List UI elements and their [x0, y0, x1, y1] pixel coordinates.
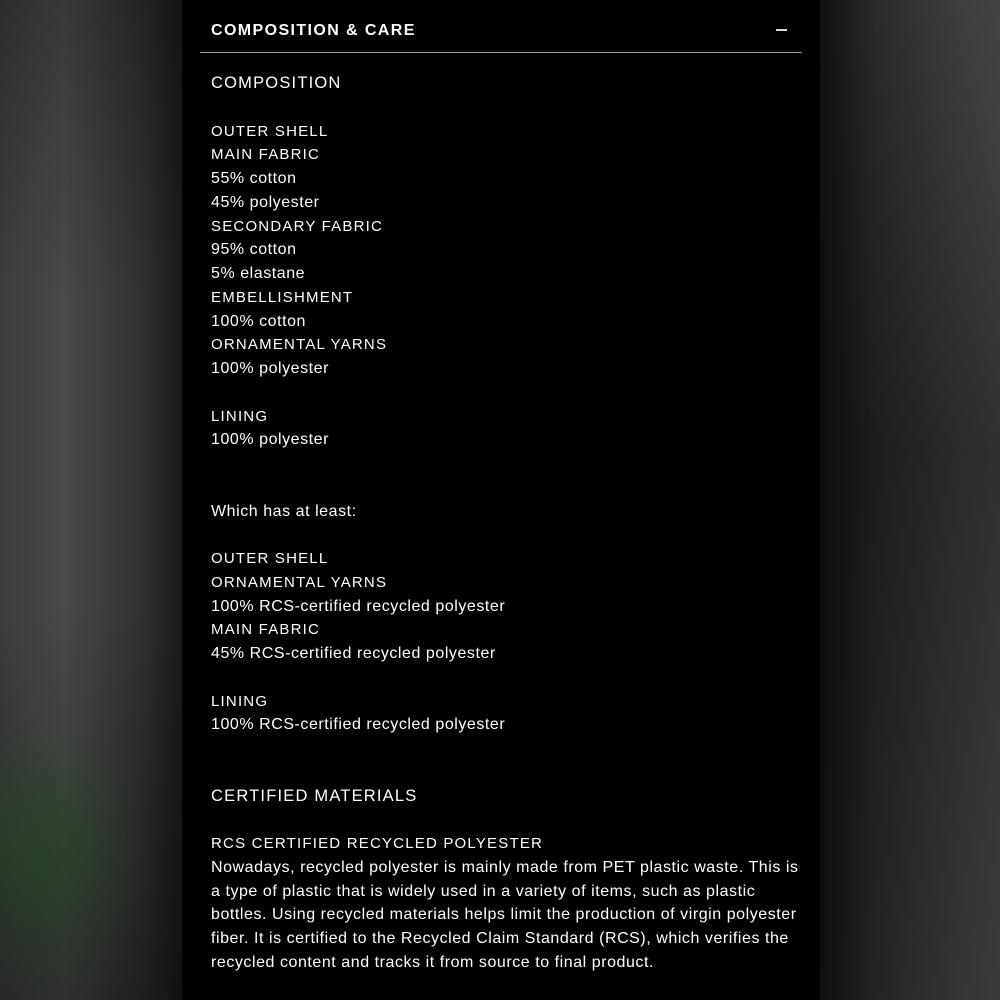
at-least-intro: Which has at least:	[211, 502, 357, 520]
rcs-description: Nowadays, recycled polyester is mainly made from PET plastic waste. This is a type of plastic that is widely used in a variety of items, such as plastic bottles. Using recycled materials helps limit the production of virgin polyester fiber. It is certified to the Recycled Claim Standard (RCS), which verifies the recycled content and tracks it from source to final product.	[211, 858, 799, 971]
embellishment-label: EMBELLISHMENT	[211, 288, 354, 306]
spacer	[211, 666, 801, 690]
outer-shell-label: OUTER SHELL	[211, 122, 329, 140]
lining-label: LINING	[211, 407, 269, 425]
at-least-main-fabric-label: MAIN FABRIC	[211, 621, 321, 639]
spacer	[211, 452, 801, 500]
composition-care-content	[211, 72, 801, 974]
certified-materials-title: CERTIFIED MATERIALS	[211, 786, 418, 805]
accordion-title: COMPOSITION & CARE	[211, 22, 416, 39]
secondary-fabric-elastane: 5% elastane	[211, 265, 306, 282]
main-fabric-cotton: 55% cotton	[211, 170, 297, 187]
secondary-fabric-label: SECONDARY FABRIC	[211, 217, 384, 235]
background-left	[0, 0, 182, 1000]
spacer	[211, 523, 801, 547]
background-right	[820, 0, 1000, 1000]
at-least-main-fabric-value: 45% RCS-certified recycled polyester	[211, 645, 496, 662]
spacer	[211, 96, 801, 120]
minus-icon[interactable]	[776, 29, 787, 31]
composition-title: COMPOSITION	[211, 74, 342, 92]
at-least-ornamental-yarns-value: 100% RCS-certified recycled polyester	[211, 597, 506, 615]
secondary-fabric-cotton: 95% cotton	[211, 241, 297, 259]
embellishment-value: 100% cotton	[211, 312, 307, 330]
at-least-lining-label: LINING	[211, 692, 269, 710]
lining-value: 100% polyester	[211, 431, 329, 449]
at-least-ornamental-yarns-label: ORNAMENTAL YARNS	[211, 573, 388, 591]
spacer	[211, 737, 801, 785]
at-least-lining-value: 100% RCS-certified recycled polyester	[211, 716, 506, 734]
product-details-panel	[182, 0, 820, 1000]
composition-care-accordion-header[interactable]	[200, 0, 802, 53]
ornamental-yarns-value: 100% polyester	[211, 360, 329, 377]
at-least-outer-shell-label: OUTER SHELL	[211, 550, 329, 567]
main-fabric-polyester: 45% polyester	[211, 193, 320, 211]
ornamental-yarns-label: ORNAMENTAL YARNS	[211, 336, 388, 354]
spacer	[211, 808, 801, 832]
rcs-label: RCS CERTIFIED RECYCLED POLYESTER	[211, 835, 544, 852]
spacer	[211, 381, 801, 405]
main-fabric-label: MAIN FABRIC	[211, 146, 321, 164]
